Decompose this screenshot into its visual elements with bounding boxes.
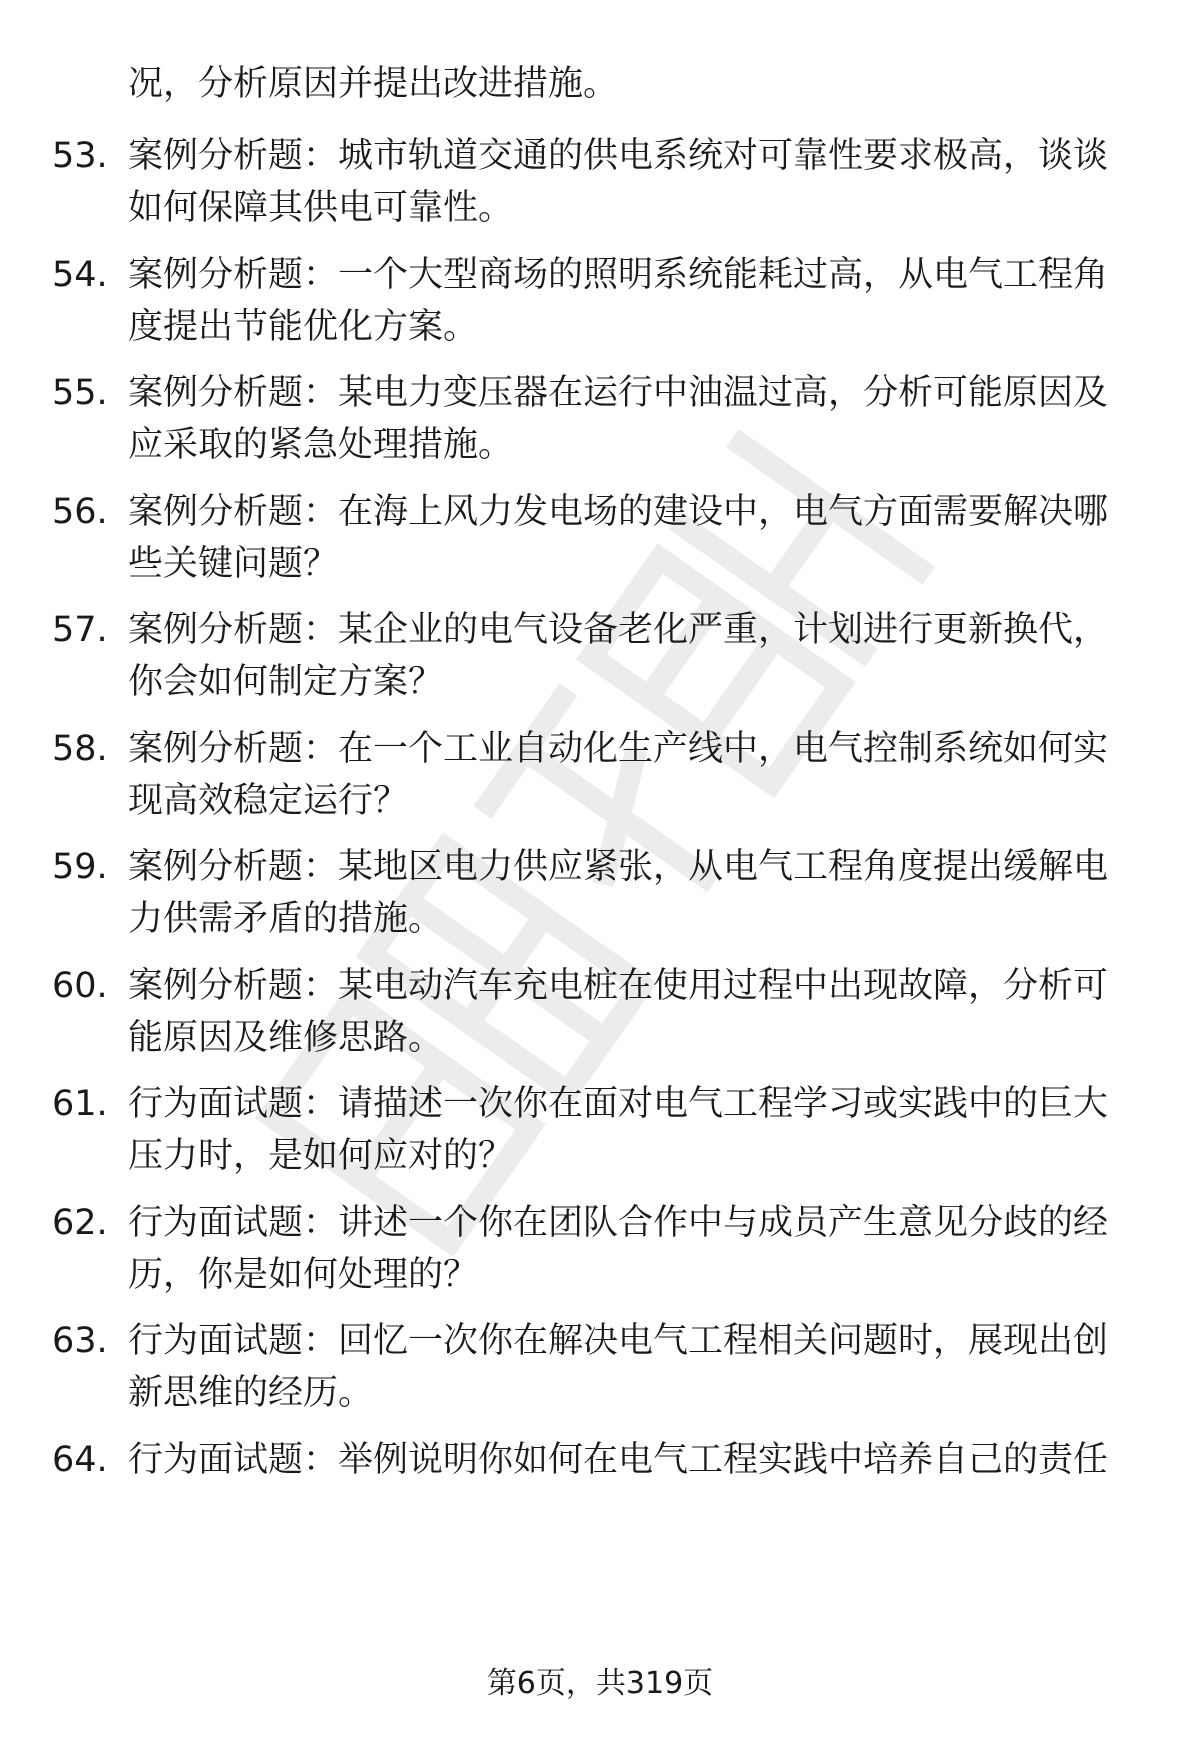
question-text-line: 历，你是如何处理的？ <box>128 1254 479 1295</box>
question-number: 62. <box>52 1202 108 1243</box>
question-text-line: 案例分析题：在一个工业自动化生产线中，电气控制系统如何实 <box>128 728 1109 769</box>
question-text-line: 新思维的经历。 <box>128 1373 374 1413</box>
question-text <box>128 1197 1138 1301</box>
question-text <box>128 249 1138 353</box>
question-text-line: 现高效稳定运行？ <box>128 780 409 821</box>
question-text <box>128 130 1138 234</box>
question-number: 60. <box>52 965 108 1006</box>
question-text <box>128 960 1138 1064</box>
question-text-line: 度提出节能优化方案。 <box>128 306 479 347</box>
question-number: 56. <box>52 491 108 532</box>
question-text-line: 行为面试题：回忆一次你在解决电气工程相关问题时，展现出创 <box>128 1321 1109 1361</box>
question-text <box>128 1315 1138 1419</box>
question-text-line: 压力时，是如何应对的？ <box>128 1136 514 1176</box>
question-text-line: 些关键问题？ <box>128 543 339 584</box>
question-number: 54. <box>52 254 108 295</box>
question-number: 63. <box>52 1321 108 1361</box>
question-text-line: 案例分析题：一个大型商场的照明系统能耗过高，从电气工程角 <box>128 254 1109 295</box>
question-text-line: 如何保障其供电可靠性。 <box>128 188 514 228</box>
question-number: 61. <box>52 1084 108 1124</box>
question-number: 55. <box>52 373 108 413</box>
question-number: 64. <box>52 1439 108 1480</box>
question-text-line: 行为面试题：讲述一个你在团队合作中与成员产生意见分歧的经 <box>128 1202 1109 1243</box>
question-number: 58. <box>52 728 108 769</box>
question-text-line: 案例分析题：城市轨道交通的供电系统对可靠性要求极高，谈谈 <box>128 136 1109 176</box>
question-text-line: 力供需矛盾的措施。 <box>128 899 444 939</box>
question-text-line: 行为面试题：举例说明你如何在电气工程实践中培养自己的责任 <box>128 1439 1109 1480</box>
question-text-line: 能原因及维修思路。 <box>128 1017 444 1058</box>
question-text <box>128 486 1138 590</box>
question-text <box>128 604 1138 708</box>
question-text-line: 案例分析题：某电力变压器在运行中油温过高，分析可能原因及 <box>128 373 1109 413</box>
question-number: 53. <box>52 136 108 176</box>
question-text <box>128 1078 1138 1182</box>
question-text-line: 行为面试题：请描述一次你在面对电气工程学习或实践中的巨大 <box>128 1084 1109 1124</box>
question-text <box>128 841 1138 945</box>
question-text-line: 你会如何制定方案？ <box>128 662 444 702</box>
question-text-line: 应采取的紧急处理措施。 <box>128 425 514 465</box>
continuation-text: 况，分析原因并提出改进措施。 <box>128 64 619 104</box>
question-text-line: 案例分析题：某企业的电气设备老化严重，计划进行更新换代， <box>128 610 1109 650</box>
question-text <box>128 1434 1138 1486</box>
page-footer: 第6页，共319页 <box>486 1666 714 1701</box>
question-text-line: 案例分析题：某地区电力供应紧张，从电气工程角度提出缓解电 <box>128 847 1109 887</box>
question-text-line: 案例分析题：在海上风力发电场的建设中，电气方面需要解决哪 <box>128 491 1109 532</box>
question-text <box>128 723 1138 827</box>
question-number: 57. <box>52 610 108 650</box>
question-text-line: 案例分析题：某电动汽车充电桩在使用过程中出现故障，分析可 <box>128 965 1109 1006</box>
question-number: 59. <box>52 847 108 887</box>
question-text <box>128 367 1138 471</box>
